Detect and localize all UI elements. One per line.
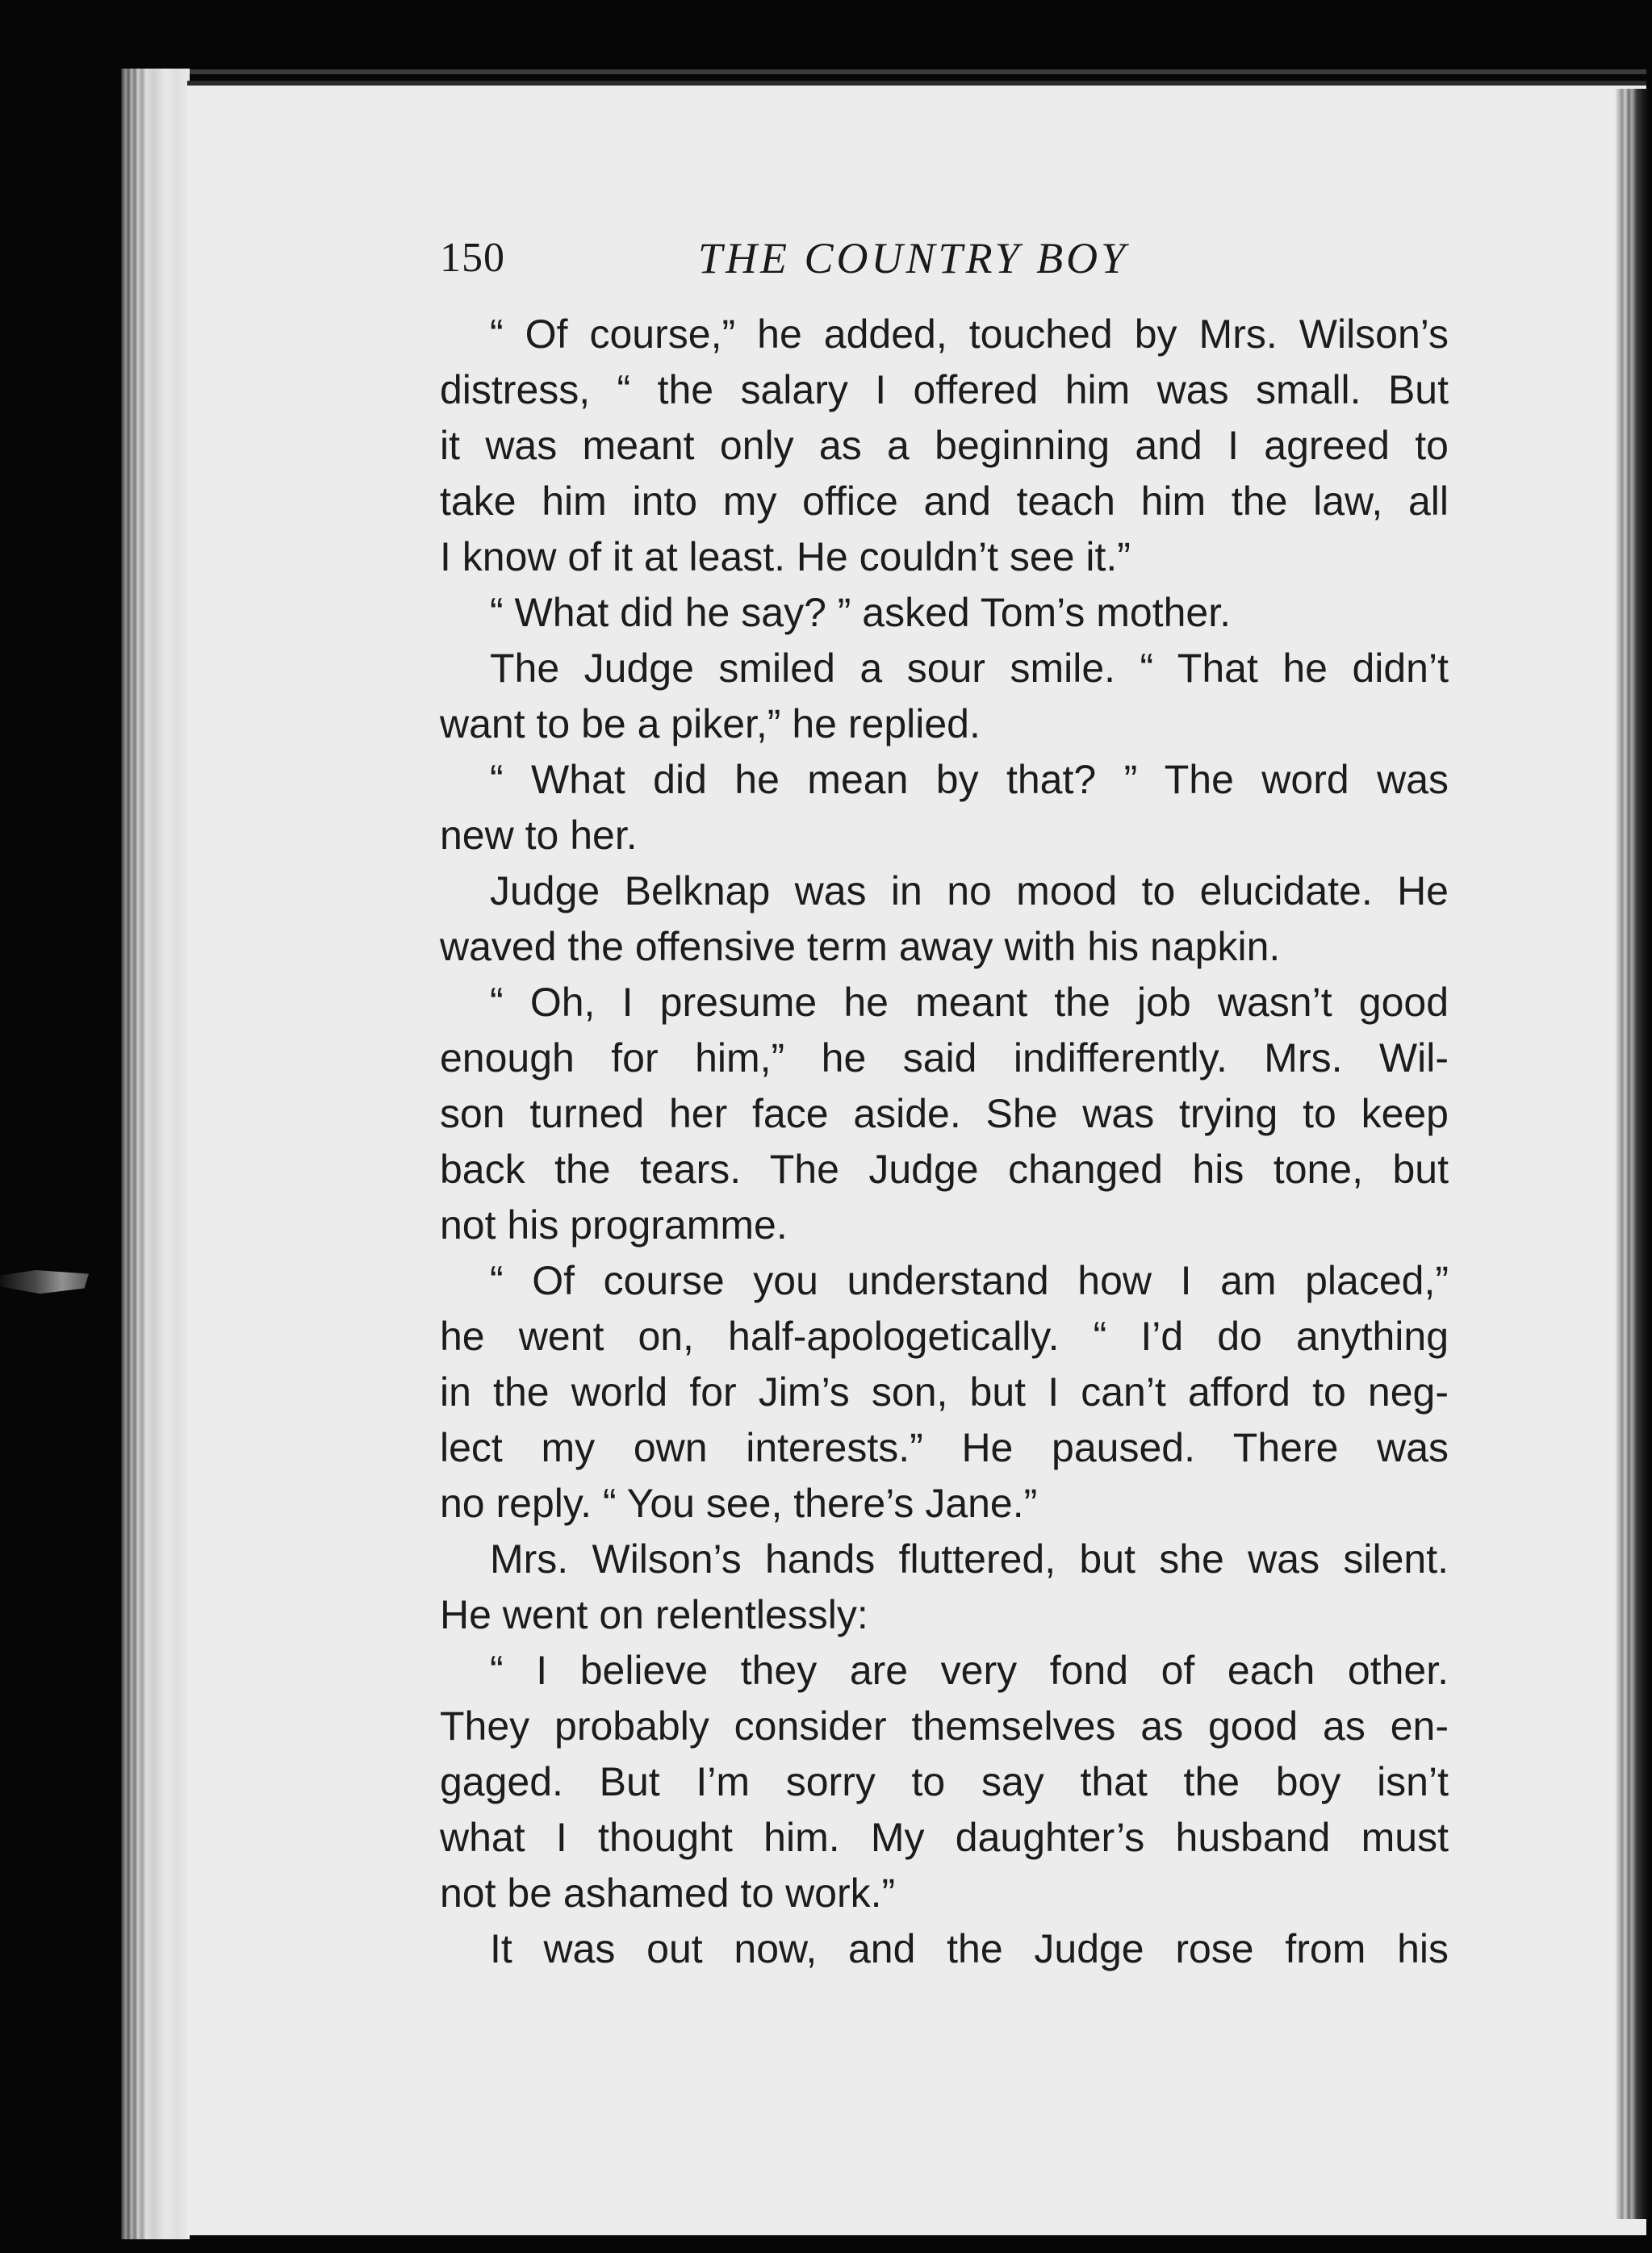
page-header [440, 226, 1441, 291]
text-line: “ What did he mean by that? ” The word was [490, 757, 1449, 802]
text-line: in the world for Jim’s son, but I can’t afford to neg- [440, 1369, 1449, 1415]
text-line: what I thought him. My daughter’s husband must [440, 1815, 1449, 1860]
text-line: “ Oh, I presume he meant the job wasn’t good [490, 980, 1449, 1025]
text-line: waved the offensive term away with his napkin. [440, 924, 1281, 969]
scan-top-edge [161, 69, 1646, 74]
text-line: want to be a piker,” he replied. [440, 701, 981, 746]
text-line: He went on relentlessly: [440, 1592, 868, 1637]
text-line: back the tears. The Judge changed his tone, but [440, 1147, 1449, 1192]
text-line: distress, “ the salary I offered him was small. But [440, 367, 1449, 412]
text-line: not his programme. [440, 1202, 788, 1248]
text-line: take him into my office and teach him the law, all [440, 479, 1449, 524]
page-number: 150 [440, 235, 505, 281]
text-line: enough for him,” he said indifferently. Mrs. Wil- [440, 1035, 1449, 1081]
text-line: son turned her face aside. She was trying to keep [440, 1091, 1449, 1136]
text-line: he went on, half-apologetically. “ I’d do anything [440, 1314, 1449, 1359]
text-line: I know of it at least. He couldn’t see it.” [440, 534, 1131, 579]
text-line: “ I believe they are very fond of each other. [490, 1648, 1449, 1693]
text-line: new to her. [440, 813, 638, 858]
text-line: The Judge smiled a sour smile. “ That he didn’t [490, 646, 1449, 691]
page-right-edge [1616, 89, 1650, 2219]
text-line: “ Of course you understand how I am placed,” [490, 1258, 1449, 1303]
text-line: gaged. But I’m sorry to say that the boy isn’t [440, 1759, 1449, 1804]
book-gutter [121, 69, 190, 2239]
text-line: not be ashamed to work.” [440, 1871, 896, 1916]
body-text [440, 307, 1449, 1977]
text-line: “ Of course,” he added, touched by Mrs. Wilson’s [490, 311, 1449, 357]
text-line: Judge Belknap was in no mood to elucidate. He [490, 868, 1449, 913]
text-line: Mrs. Wilson’s hands fluttered, but she was silent. [490, 1536, 1449, 1582]
text-line: lect my own interests.” He paused. There was [440, 1425, 1449, 1470]
text-line: it was meant only as a beginning and I agreed to [440, 423, 1449, 468]
text-line: “ What did he say? ” asked Tom’s mother. [490, 590, 1232, 635]
running-head: THE COUNTRY BOY [698, 234, 1129, 282]
text-line: It was out now, and the Judge rose from his [490, 1926, 1449, 1971]
text-line: They probably consider themselves as good as en- [440, 1703, 1449, 1749]
text-line: no reply. “ You see, there’s Jane.” [440, 1481, 1038, 1526]
